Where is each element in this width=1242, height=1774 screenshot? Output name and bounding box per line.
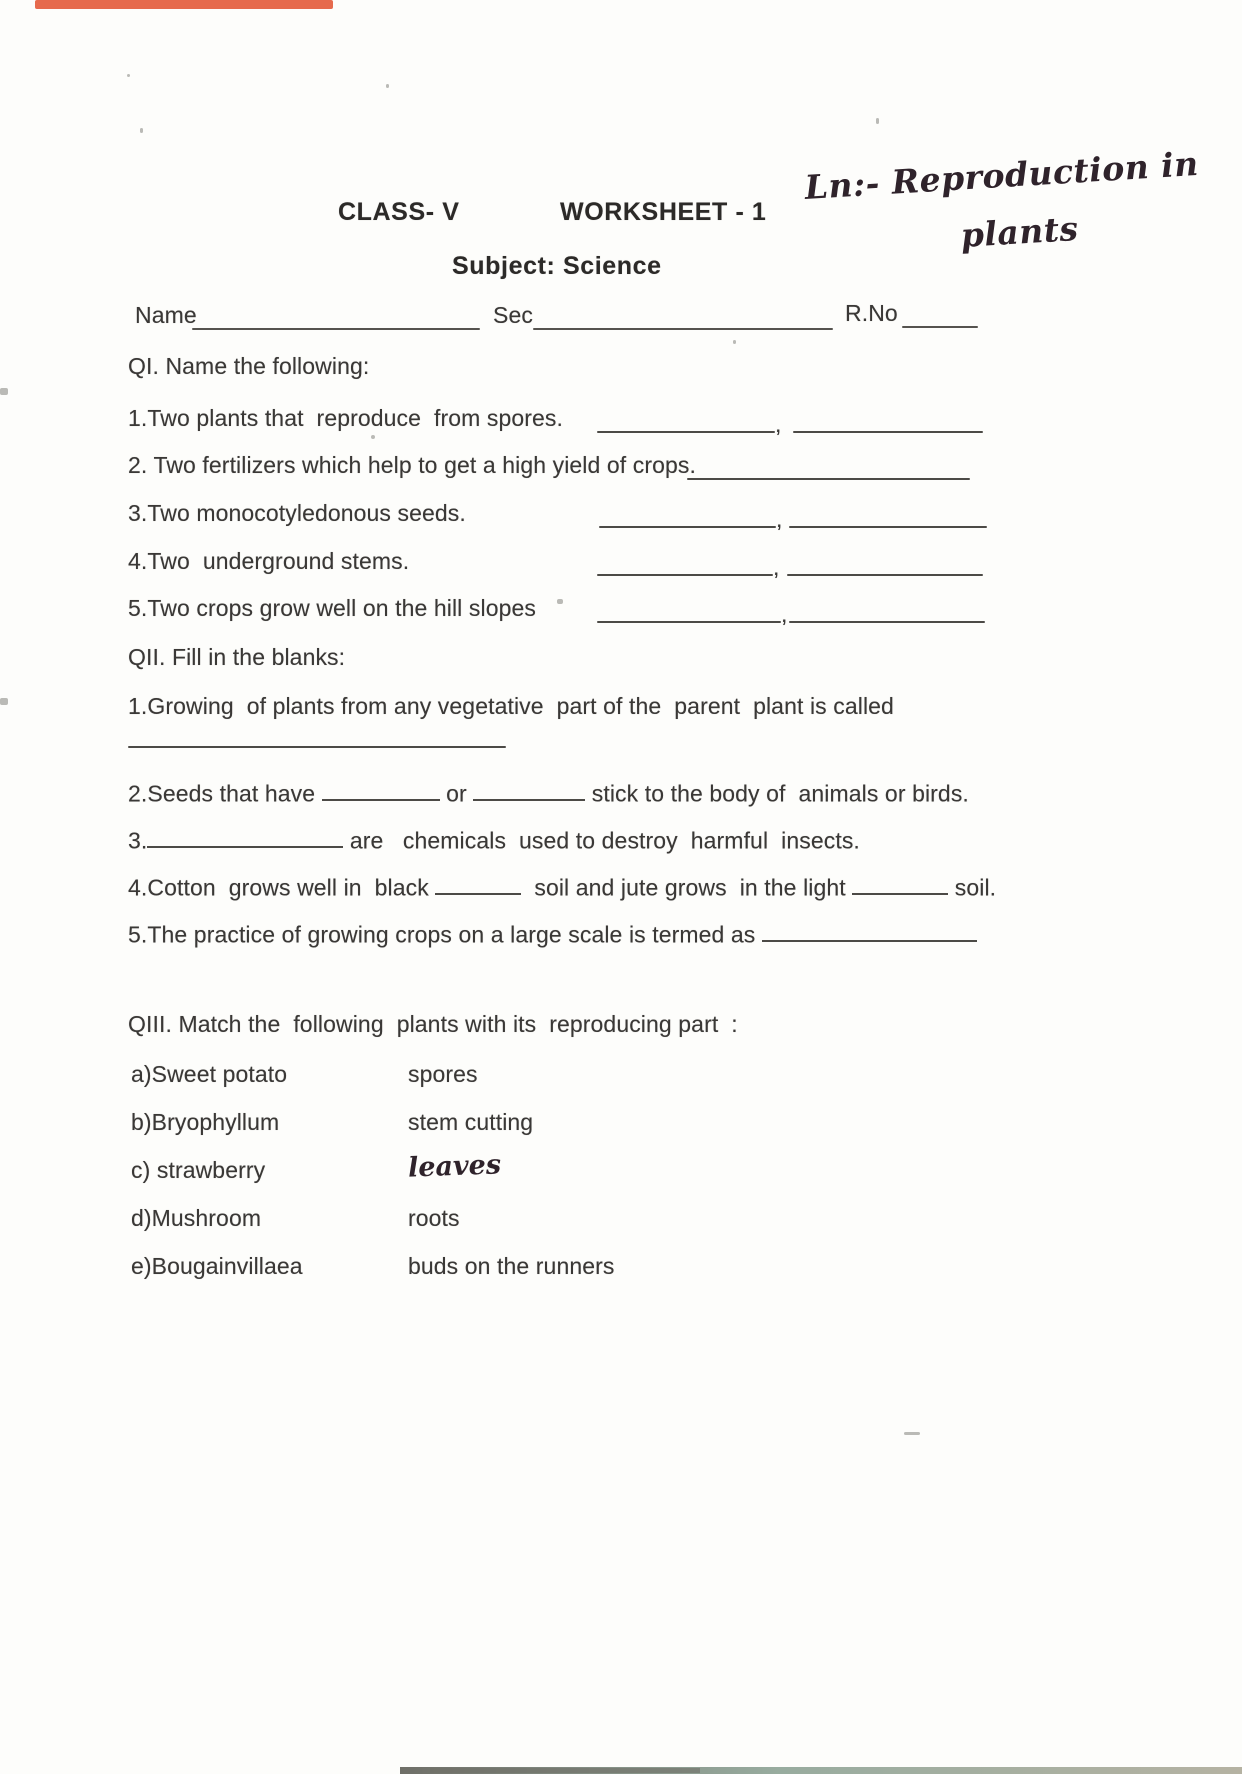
sec-field-line [533,328,833,330]
roll-no-field-label: R.No [845,300,898,326]
q2-item-text: 4.Cotton grows well in black [128,874,436,901]
q2-item-text: 3. [128,827,148,854]
answer-blank-line [789,526,987,528]
match-plant: b)Bryophyllum [131,1109,280,1135]
q2-item-text: 5.The practice of growing crops on a large scale is termed as [128,921,762,948]
match-plant: e)Bougainvillaea [131,1253,303,1279]
q1-item-text: 3.Two monocotyledonous seeds. [128,500,466,526]
scan-speck [371,435,375,439]
q2-item-text: stick to the body of animals or birds. [585,780,969,807]
fill-in-blank [473,776,585,801]
name-field-label: Name [135,302,197,328]
q2-item-text: 2.Seeds that have [128,780,322,807]
handwritten-lesson-note-line2: plants [959,208,1080,255]
q1-item-text: 1.Two plants that reproduce from spores. [128,405,564,431]
answer-blank-line [599,526,776,528]
scan-artifact-bottom-strip-dark [430,1768,700,1773]
answer-blank-line [597,431,775,433]
q1-item-text: 2. Two fertilizers which help to get a high yield of crops. [128,452,696,478]
match-part-handwritten: leaves [407,1149,502,1184]
match-plant: d)Mushroom [131,1205,262,1231]
q2-item [128,823,860,854]
scan-speck [0,698,8,705]
q3-heading: QIII. Match the following plants with its reproducing part : [128,1011,738,1037]
answer-blank-line [128,746,506,748]
fill-in-blank [322,776,440,801]
q2-heading: QII. Fill in the blanks: [128,644,346,670]
answer-blank-line [789,621,985,623]
blank-separator: , [773,554,780,580]
blank-separator: , [776,506,783,532]
blank-separator: , [775,411,782,437]
match-plant: c) strawberry [131,1157,266,1183]
fill-in-blank [147,823,343,848]
class-label: CLASS- V [338,198,460,226]
scan-speck [733,340,736,344]
q2-item-text: or [439,780,474,807]
scan-speck [876,118,879,124]
scan-speck [140,128,143,133]
match-part: spores [408,1061,478,1087]
scan-speck [0,388,8,395]
q2-item-text: soil. [948,874,997,901]
match-plant: a)Sweet potato [131,1061,288,1087]
q2-item-text: soil and jute grows in the light [521,874,853,901]
scan-speck [904,1432,920,1435]
answer-blank-line [597,621,781,623]
worksheet-title: WORKSHEET - 1 [560,198,767,226]
scan-speck [127,74,130,77]
q2-item [128,776,969,807]
fill-in-blank [435,870,521,895]
q1-heading: QI. Name the following: [128,353,370,379]
fill-in-blank [762,917,977,942]
match-part: stem cutting [408,1109,534,1135]
fill-in-blank [852,870,948,895]
q2-item-text: 1.Growing of plants from any vegetative part of the parent plant is called [128,693,894,719]
answer-blank-line [793,431,983,433]
match-part: roots [408,1205,460,1231]
scan-mark [557,599,563,604]
name-field-line [192,328,480,330]
roll-no-field-line [902,326,978,328]
answer-blank-line [787,574,983,576]
q1-item-text: 5.Two crops grow well on the hill slopes [128,595,536,621]
match-part: buds on the runners [408,1253,615,1279]
sec-field-label: Sec [493,302,533,328]
q2-item [128,870,996,901]
subject-title: Subject: Science [452,252,662,280]
scan-speck [386,84,389,88]
blank-separator: , [781,601,788,627]
answer-blank-line [687,478,970,480]
handwritten-lesson-note-line1: Ln:- Reproduction in [803,143,1200,207]
answer-blank-line [597,574,773,576]
q1-item-text: 4.Two underground stems. [128,548,410,574]
q2-item [128,693,894,720]
q2-item-text: are chemicals used to destroy harmful insects. [343,827,860,854]
q2-item [128,917,977,948]
scan-artifact-top-bar [35,0,333,9]
